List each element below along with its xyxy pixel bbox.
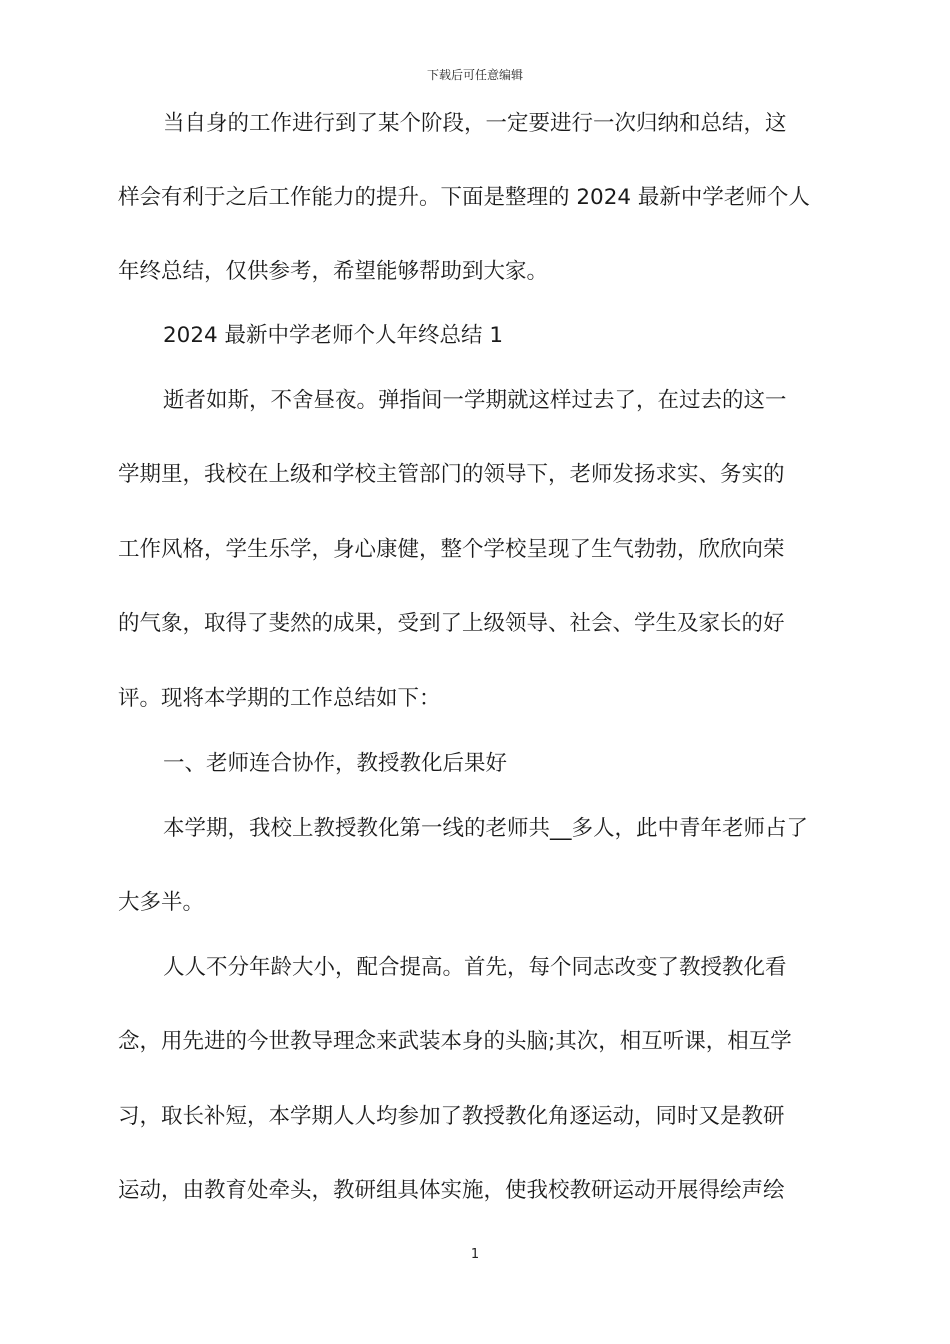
page-header: 下载后可任意编辑 bbox=[426, 68, 523, 82]
subsection-heading: 一、老师连合协作，教授教化后果好 bbox=[163, 751, 508, 776]
text-line: 评。现将本学期的工作总结如下： bbox=[118, 686, 441, 711]
text-line: 念，用先进的今世教导理念来武装本身的头脑;其次，相互听课，相互学 bbox=[118, 1029, 792, 1054]
text-line: 本学期，我校上教授教化第一线的老师共__多人，此中青年老师占了 bbox=[163, 816, 809, 841]
text-line: 大多半。 bbox=[118, 890, 205, 915]
text-line: 逝者如斯，不舍昼夜。弹指间一学期就这样过去了，在过去的这一 bbox=[163, 388, 787, 413]
section-title: 2024 最新中学老师个人年终总结 1 bbox=[163, 323, 504, 348]
text-line: 工作风格，学生乐学，身心康健，整个学校呈现了生气勃勃，欣欣向荣 bbox=[118, 537, 785, 562]
text-line: 学期里，我校在上级和学校主管部门的领导下，老师发扬求实、务实的 bbox=[118, 462, 785, 487]
text-line: 人人不分年龄大小，配合提高。首先，每个同志改变了教授教化看 bbox=[163, 955, 787, 980]
text-line: 运动，由教育处牵头，教研组具体实施，使我校教研运动开展得绘声绘 bbox=[118, 1178, 785, 1203]
text-line: 年终总结，仅供参考，希望能够帮助到大家。 bbox=[118, 259, 549, 284]
text-line: 样会有利于之后工作能力的提升。下面是整理的 2024 最新中学老师个人 bbox=[118, 185, 810, 210]
text-line: 当自身的工作进行到了某个阶段，一定要进行一次归纳和总结，这 bbox=[163, 111, 787, 136]
text-line: 习，取长补短，本学期人人均参加了教授教化角逐运动，同时又是教研 bbox=[118, 1104, 785, 1129]
text-line: 的气象，取得了斐然的成果，受到了上级领导、社会、学生及家长的好 bbox=[118, 611, 785, 636]
page-number: 1 bbox=[470, 1247, 480, 1262]
